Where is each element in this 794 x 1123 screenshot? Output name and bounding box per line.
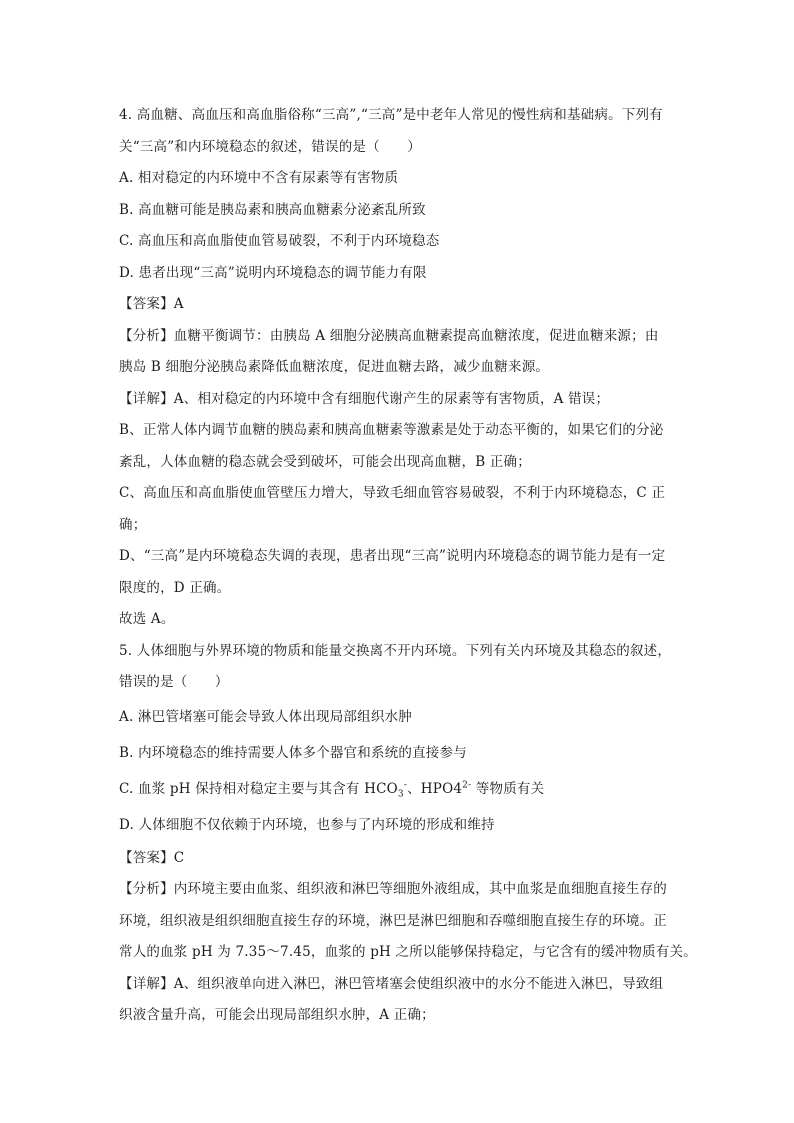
q5-answer: 【答案】C <box>119 849 185 866</box>
q5-option-c-suffix: 等物质有关 <box>471 780 545 797</box>
q5-option-c <box>119 771 679 807</box>
bicarbonate-formula <box>364 780 408 800</box>
bicarbonate-subscript: 3 <box>397 789 404 800</box>
q5-stem-line1: 5. 人体细胞与外界环境的物质和能量交换离不开内环境。下列有关内环境及其稳态的叙述， <box>119 642 672 659</box>
q5-detail-line2: 织液含量升高，可能会出现局部组织水肿，A 正确； <box>119 1007 435 1023</box>
q5-detail-line1: 【详解】A、组织液单向进入淋巴，淋巴管堵塞会使组织液中的水分不能进入淋巴，导致组 <box>119 975 664 992</box>
document-page <box>119 100 697 1032</box>
q5-analysis-line2: 环境，组织液是组织细胞直接生存的环境，淋巴是淋巴细胞和吞噬细胞直接生存的环境。正 <box>119 912 667 929</box>
bicarbonate-charge: - <box>403 780 408 790</box>
q4-detail-line7: 限度的，D 正确。 <box>119 579 231 596</box>
hydrogen-phosphate-formula: 、HPO4 <box>407 780 463 797</box>
q4-detail-line1: 【详解】A、相对稳定的内环境中含有细胞代谢产生的尿素等有害物质，A 错误； <box>119 390 610 407</box>
q4-detail-line6: D、“三高”是内环境稳态失调的表现，患者出现“三高”说明内环境稳态的调节能力是有一定 <box>119 548 666 564</box>
q5-option-b: B. 内环境稳态的维持需要人体多个器官和系统的直接参与 <box>119 744 467 761</box>
q5-option-a: A. 淋巴管堵塞可能会导致人体出现局部组织水肿 <box>119 708 412 725</box>
bicarbonate-base: HCO <box>364 780 398 797</box>
q5-analysis-line1: 【分析】内环境主要由血浆、组织液和淋巴等细胞外液组成，其中血浆是血细胞直接生存的 <box>119 881 667 897</box>
q4-option-d: D. 患者出现“三高”说明内环境稳态的调节能力有限 <box>119 264 427 281</box>
q4-stem-line1: 4. 高血糖、高血压和高血脂俗称“三高”,“三高”是中老年人常见的慢性病和基础病。下列有 <box>119 107 663 123</box>
q4-option-b: B. 高血糖可能是胰岛素和胰高血糖素分泌紊乱所致 <box>119 201 426 218</box>
q4-option-a: A. 相对稳定的内环境中不含有尿素等有害物质 <box>119 170 399 186</box>
q5-option-c-prefix: C. 血浆 pH 保持相对稳定主要与其含有 <box>119 780 360 797</box>
q5-option-d: D. 人体细胞不仅依赖于内环境，也参与了内环境的形成和维持 <box>119 816 495 833</box>
q4-detail-line4: C、高血压和高血脂使血管壁压力增大，导致毛细血管容易破裂，不利于内环境稳态，C 正 <box>119 485 666 501</box>
q5-analysis-line3: 常人的血浆 pH 为 7.35～7.45，血浆的 pH 之所以能够保持稳定，与它含有的缓冲物质有关。 <box>119 944 697 960</box>
q4-answer: 【答案】A <box>119 296 184 312</box>
q4-analysis-line1: 【分析】血糖平衡调节：由胰岛 A 细胞分泌胰高血糖素提高血糖浓度，促进血糖来源；由 <box>119 327 659 344</box>
q5-stem-line2: 错误的是（ ） <box>119 674 229 690</box>
q4-detail-line5: 确； <box>119 516 147 533</box>
q4-stem-line2: 关“三高”和内环境稳态的叙述，错误的是（ ） <box>119 138 421 155</box>
hydrogen-phosphate-charge: 2- <box>462 780 472 790</box>
q4-conclusion: 故选 A。 <box>119 611 175 627</box>
q4-analysis-line2: 胰岛 B 细胞分泌胰岛素降低血糖浓度，促进血糖去路，减少血糖来源。 <box>119 359 550 375</box>
q4-detail-line3: 紊乱，人体血糖的稳态就会受到破坏，可能会出现高血糖，B 正确； <box>119 453 531 470</box>
q4-option-c: C. 高血压和高血脂使血管易破裂，不利于内环境稳态 <box>119 233 440 249</box>
q4-detail-line2: B、正常人体内调节血糖的胰岛素和胰高血糖素等激素是处于动态平衡的，如果它们的分泌 <box>119 422 664 438</box>
